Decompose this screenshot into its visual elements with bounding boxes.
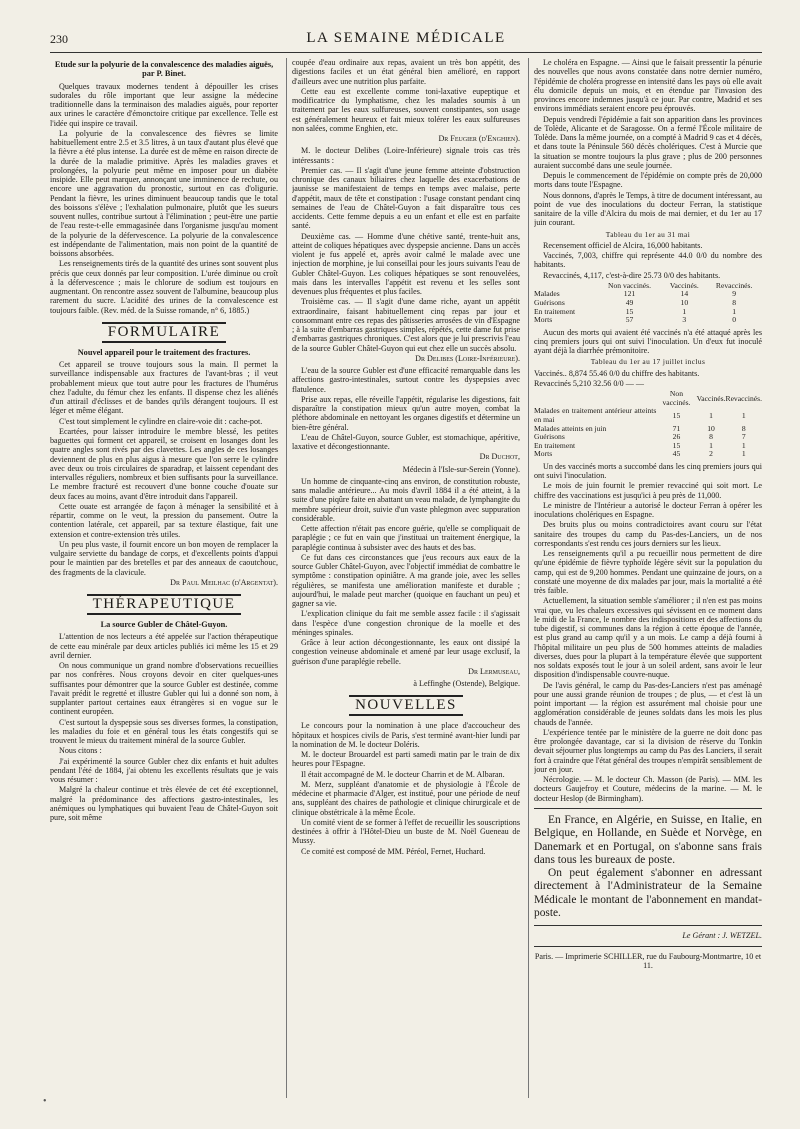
table-row — [534, 308, 762, 317]
author-signature: Dr Paul Meilhac (d'Argentat). — [170, 577, 278, 587]
paragraph: En France, en Algérie, en Suisse, en Italie, en Belgique, en Hollande, en Suède et Norvège, en Danemark et en Portugal, on s'abonne sans frais dans tous les bureaux de poste. — [534, 813, 762, 866]
table-row — [534, 407, 762, 424]
table-cell: En traitement — [534, 306, 576, 316]
paragraph: Cette ouate est arrangée de façon à ménager la sensibilité et à répartir, comme on le veut, la pression du pansement. Outre la contention latérale, cet appareil, par sa texture élastique, fait une extension et contre-extension très utiles. — [50, 501, 278, 539]
table-row — [534, 425, 762, 434]
section-heading-text: FORMULAIRE — [102, 322, 227, 343]
news-item: M. Merz, suppléant d'anatomie et de physiologie à l'École de médecine et pharmacie d'Alger, est institué, pour une période de neuf ans, suppléant des chaires de pathologie et clinique chirurgicale et de clinique obstétricale à la même École. — [292, 779, 520, 817]
table-row — [534, 290, 762, 299]
author-affiliation: à Leffinghe (Ostende), Belgique. — [413, 679, 520, 688]
table-cell: 3 — [682, 315, 687, 325]
paragraph: On peut également s'abonner en adressant directement à l'Administrateur de la Semaine Médicale le montant de l'abonnement en mandat-poste. — [534, 867, 762, 920]
paragraph: Un homme de cinquante-cinq ans environ, de constitution robuste, sans maladie antérieure... Au mois d'avril 1884 il a été atteint, à la suite d'une piqûre faite en abattant un veau malade, de lymphangite du membre supérieur droit, suivie d'un vaste phlegmon avec suppuration considérable. — [292, 476, 520, 523]
paragraph: Ce fut dans ces circonstances que j'eus recours aux eaux de la source Gubler Châtel-Guyon, avec l'objectif immédiat de combattre le symptôme : constipation opiniâtre. A ma grande joie, avec les selles régulières, se manifesta une amélioration manifeste et durable ; aujourd'hui, le malade peut marcher (quoique en fauchant un peu) et gagner sa vie. — [292, 552, 520, 608]
column-2 — [292, 58, 520, 1108]
author-signature: Dr Delibes (Loire-Inférieure). — [415, 353, 520, 363]
paragraph: Depuis vendredi l'épidémie a fait son apparition dans les provinces de Tolède, Alicante et de Saragosse. On a fermé l'École militaire de Tolède. Dans la même journée, on a compté à Madrid 9 cas et 4 décès, et dans toute la Péninsule 560 décès cholériques. C'est à Murcie que la situation se montre toujours la plus grave ; plus de 200 personnes auraient succombé dans une seule journée. — [534, 114, 762, 170]
paragraph: coupée d'eau ordinaire aux repas, avaient un très bon appétit, des digestions faciles et un état général bien amélioré, en rapport d'ailleurs avec une nutrition plus parfaite. — [292, 58, 520, 86]
paragraph: Revaccinés, 4,117, c'est-à-dire 25.73 0/0 des habitants. — [543, 270, 721, 280]
paragraph: L'attention de nos lecteurs a été appelée sur l'action thérapeutique de cette eau minérale par deux articles publiés ici même les 15 et 29 avril dernier. — [50, 632, 278, 660]
article-title: Etude sur la polyurie de la convalescence des maladies aiguës, par P. Binet. — [54, 60, 274, 79]
table-cell: 26 — [672, 432, 681, 442]
header-rule — [50, 52, 762, 53]
table-cell: 15 — [672, 410, 681, 420]
news-item: Nécrologie. — M. le docteur Ch. Masson (de Paris). — MM. les docteurs Gaujefroy et Couture, médecins de la marine. — M. le docteur Heslop (de Birmingham). — [534, 775, 762, 803]
table-header: Vaccinés. — [669, 280, 699, 290]
paragraph: L'eau de Châtel-Guyon, source Gubler, est stomachique, apéritive, laxative et décongestionnante. — [292, 432, 520, 451]
table-cell: 9 — [732, 289, 737, 299]
paragraph: Aucun des morts qui avaient été vaccinés n'a été attaqué après les cinq premiers jours qui ont suivi l'inoculation. Un d'eux fut inoculé ayant déjà la diarrhée prémonitoire. — [534, 327, 762, 356]
table-cell: Malades en traitement antérieur atteints en mai — [534, 406, 657, 424]
paragraph: Cette affection n'était pas encore guérie, qu'elle se compliquait de paraplégie ; ce fut en vain que j'instituai un traitement énergique, la paraplégie continua à subsister avec des hauts et des bas. — [292, 524, 520, 552]
paragraph: Les renseignements qu'il a pu recueillir nous permettent de dire qu'une épidémie de fièvre typhoïde légère sévit sur la population du camp, qui est de 9,200 hommes. Pendant une quinzaine de jours, on a constaté une moyenne de dix malades par jour, mais la mortalité a été très faible. — [534, 549, 762, 596]
news-item: Le ministre de l'Intérieur a autorisé le docteur Ferran à opérer les inoculations cholériques en Espagne. — [534, 500, 762, 520]
section-heading — [50, 322, 278, 343]
table-cell: 1 — [709, 440, 713, 450]
author-signature: Dr Lermuseau, — [468, 666, 520, 676]
table-cell: Guérisons — [534, 297, 565, 307]
paragraph: Cet appareil se trouve toujours sous la main. Il permet la surveillance indispensable aux fractures de l'avant-bras ; il veut probablement mieux que tout autre pour les fractures de l'humérus chez l'adulte, du fémur chez les enfants. Il dispense chez les aliénés d'un attirail d'éclisses et de bandes qu'ils dérangent toujours. Il est léger et même élégant. — [50, 360, 278, 416]
table-row — [534, 316, 762, 325]
table-cell: 15 — [625, 306, 634, 316]
column-divider — [286, 58, 287, 1098]
paragraph: Actuellement, la situation semble s'améliorer ; il n'en est pas moins vrai que, vu les chaleurs excessives qui sévissent en ce moment dans le midi de la France, le nombre des indispositions et des affections du tube digestif, si communes dans la région à cette époque de l'année, est plus grand au camp qu'il y a un mois. Le camp a déjà fourni à l'hôpital militaire un peu plus de 500 hommes atteints de maladies diverses, dues pour la plupart à la température élevée que supportent nos soldats exposés tout le jour à un soleil ardent, sans avoir le leur disposition d'indispensable couvre-nuque. — [534, 596, 762, 680]
table-cell: Malades — [534, 289, 560, 299]
paragraph: L'explication clinique du fait me semble assez facile : il s'agissait dans l'espèce d'une congestion chronique de la moelle et des méninges spinales. — [292, 609, 520, 637]
paragraph: Troisième cas. — Il s'agit d'une dame riche, ayant un appétit extraordinaire, faisant habituellement cinq repas par jour et consommant entre ces repas des pâtisseries arrosées de vin d'Espagne ; à la suite d'embarras gastriques simples, répétés, cette dame fut prise d'embarras gastriques chroniques. C'est alors que je lui prescrivis l'eau de la source Gubler Châtel-Guyon qui eut chez elle un succès absolu. — [292, 297, 520, 353]
table-cell: Morts — [534, 315, 553, 325]
section-heading — [292, 695, 520, 716]
paragraph: On nous communique un grand nombre d'observations recueillies par nos confrères. Nous croyons devoir en citer quelques-unes suffisantes pour démontrer que la source Gubler est destinée, comme l'avait prédit le regretté et illustre Gubler qui lui a donné son nom, à supplanter partout certaines eaux étrangères si en vogue sur le continent européen. — [50, 661, 278, 717]
section-heading-text: NOUVELLES — [349, 695, 463, 716]
table-cell: 8 — [741, 423, 746, 433]
paragraph: De l'avis général, le camp du Pas-des-Lanciers n'est pas aménagé pour une aussi grande réunion de troupes ; de plus, — et c'est là un point important — la région est assurément mal choisie pour une agglomération considérable de jeunes soldats dans les mois les plus chauds de l'année. — [534, 680, 762, 727]
table-cell: Morts — [534, 449, 553, 459]
table-cell: 57 — [625, 315, 634, 325]
section-heading — [50, 594, 278, 615]
table-header: Revaccinés. — [725, 393, 762, 403]
table-cell: En traitement — [534, 440, 576, 450]
separator-rule — [534, 946, 762, 947]
ink-spot: • — [43, 1096, 47, 1107]
subscription-notice — [534, 814, 762, 920]
article-title: La source Gubler de Châtel-Guyon. — [100, 620, 228, 630]
news-item: Ce comité est composé de MM. Péréol, Fernet, Huchard. — [301, 846, 486, 856]
paragraph: Les renseignements tirés de la quantité des urines sont souvent plus précis que ceux donnés par leur composition. L'urée diminue ou croît à la défervescence ; mais le chlorure de sodium est toujours en augmentant. On rencontre assez souvent de l'albumine, beaucoup plus rarement du sucre. L'acidité des urines de la convalescence est toujours faible. (Rev. méd. de la Suisse romande, n° 6, 1885.) — [50, 259, 278, 315]
paragraph: Grâce à leur action décongestionnante, les eaux ont dissipé la congestion veineuse abdominale et amené par leur usage exclusif, la guérison d'une paraplégie rebelle. — [292, 638, 520, 666]
author-signature: Dr Feugier (d'Enghien). — [438, 134, 520, 143]
table-cell: 71 — [672, 423, 681, 433]
table-header-row — [534, 282, 762, 291]
table-cell: 1 — [741, 449, 746, 459]
article-title: Nouvel appareil pour le traitement des fractures. — [77, 347, 251, 357]
table-header: Non vaccinés. — [662, 389, 691, 407]
column-divider — [528, 58, 529, 1098]
table-cell: 121 — [623, 289, 636, 299]
table-cell: 1 — [741, 410, 746, 420]
table-cell: 10 — [707, 423, 715, 433]
paragraph: Un peu plus vaste, il fournit encore un bon moyen de remplacer la vulgaire serviette du bandage de corps, et d'excellents points d'appui pour le maintien par des bretelles et par des anneaux de caoutchouc, des fragments de la clavicule. — [50, 539, 278, 577]
table-cell: 45 — [672, 449, 681, 459]
table-cell: 0 — [732, 315, 737, 325]
author-signature: Dr Duchot, — [479, 452, 520, 462]
paragraph: Ecartées, pour laisser introduire le membre blessé, les petites baguettes qui forment cet appareil, se croisent en losanges dont les quatre angles sont rivés par des clavettes. Les angles de ces losanges deviennent de plus en plus aigus à mesure que l'on serre le cylindre avec deux ou trois circulaires de sparadrap, et laissent cependant des intervalles réguliers, nombreux et bien suffisants pour la surveillance. Le membre fracturé est recouvert d'une bonne couche d'ouate sur deux faces au moins, avant d'être introduit dans l'appareil. — [50, 426, 278, 501]
paragraph: Nous donnons, d'après le Temps, à titre de document intéressant, au point de vue des inoculations du docteur Ferran, la statistique sanitaire de la ville d'Alcira du mois de mai dernier, et du 1er au 17 juin courant. — [534, 190, 762, 228]
table-cell: 10 — [680, 297, 689, 307]
author-affiliation: Médecin à l'Isle-sur-Serein (Yonne). — [402, 464, 520, 474]
table-row — [534, 450, 762, 459]
paragraph: Depuis le commencement de l'épidémie on compte près de 20,000 morts dans toute l'Espagne. — [534, 171, 762, 190]
table-cell: Guérisons — [534, 432, 565, 442]
table-cell: Malades atteints en juin — [534, 423, 607, 433]
column-1 — [50, 58, 278, 1108]
news-item: Le concours pour la nomination à une place d'accoucheur des hôpitaux et hospices civils de Paris, s'est terminé avant-hier lundi par la nomination de M. le docteur Doléris. — [292, 721, 520, 749]
paragraph: Nous citons : — [59, 746, 102, 756]
paragraph: Deuxième cas. — Homme d'une chétive santé, trente-huit ans, atteint de coliques hépatiques avec dyspepsie ancienne. Dans un accès violent je fus appelé et, après avoir calmé le malade avec une injection de morphine, je lui conseillai pour les jours suivants l'eau de Gubler Châtel-Guyon. Les coliques hépatiques se sont renouvelées, mais dans les intervalles l'appétit est revenu et les selles sont devenues plus fréquentes et plus faciles. — [292, 231, 520, 296]
news-item: Des bruits plus ou moins contradictoires avant couru sur l'état sanitaire des troupes du camp du Pas-des-Lanciers, un de nos correspondants s'est rendu ces jours derniers sur les lieux. — [534, 520, 762, 548]
paragraph: Cette eau est excellente comme toni-laxative eupeptique et modificatrice du lymphatisme, chez les malades soumis à un traitement par les eaux sulfureuses, souvent constipantes, son usage est généralement heureux et fait mieux tolérer les eaux sulfureuses non salées, comme Enghien, etc. — [292, 86, 520, 133]
paragraph: Un des vaccinés morts a succombé dans les cinq premiers jours qui ont suivi l'inoculation. — [534, 461, 762, 481]
paragraph: Le mois de juin fournit le premier revacciné qui soit mort. Le chiffre des vaccinations est jusqu'ici à peu près de 11,000. — [534, 481, 762, 500]
table-cell: 8 — [709, 432, 713, 442]
table-caption: Tableau du 1er au 31 mai — [605, 229, 691, 239]
paragraph: M. le docteur Delibes (Loire-Inférieure) signale trois cas très intéressants : — [292, 146, 520, 165]
paragraph: La polyurie de la convalescence des fièvres se limite habituellement entre 2.5 et 3.5 litres, à un taux d'autant plus élevé que la fièvre a été plus intense. La durée est de même en raison directe de la durée de la maladie primitive. Après les maladies graves et prolongées, la polyurie peut même en imposer pour un diabète insipide. Elle peut marquer, annonçant une imminence de rechute, ou encore une aggravation du pronostic, surtout en cas d'oligurie. Pendant la fièvre, les urines diminuent beaucoup tandis que le total des boissons s'élève ; l'exhalation pulmonaire, plutôt que les sueurs souvent nulles, contribue surtout à l'élimination ; peut-être une partie de l'eau reste-t-elle emmagasinée dans l'organisme jusqu'au moment de la polyurie de la défervescence. La polyurie de la convalescence est indépendante de l'alimentation, mais non point de la quantité de boissons absorbées. — [50, 128, 278, 259]
paragraph: J'ai expérimenté la source Gubler chez dix enfants et huit adultes pendant l'été de 1884, j'ai obtenu les excellents résultats que je vais vous résumer : — [50, 756, 278, 785]
table-cell: 7 — [741, 432, 746, 442]
table-cell: 1 — [709, 410, 713, 420]
paragraph: Premier cas. — Il s'agit d'une jeune femme atteinte d'obstruction chronique des canaux biliaires chez laquelle des exacerbations de jaunisse se manifestaient de temps en temps avec malaise, perte d'appétit, maux de tête et constipation : l'usage constant pendant cinq semaines de l'eau de Châtel-Guyon a fait disparaître tous ces accidents. Cette femme depuis a eu un enfant et elle est en parfaite santé. — [292, 165, 520, 231]
table-header: Non vaccinés. — [607, 280, 651, 290]
table-row — [534, 442, 762, 451]
paragraph: L'eau de la source Gubler est d'une efficacité remarquable dans les affections gastro-intestinales, surtout contre les dyspepsies avec flatulence. — [292, 366, 520, 394]
table-header — [534, 390, 656, 407]
news-item: Le choléra en Espagne. — Ainsi que le faisait pressentir la pénurie des nouvelles que nous avons constatée dans notre dernier numéro, l'épidémie de choléra progresse en intensité dans les pays où elle avait élu domicile depuis un mois, et en étendue par l'invasion des provinces encore indemnes jusqu'à ce jour. Par contre, Madrid et ses environs immédiats seraient encore peu éprouvés. — [534, 58, 762, 114]
journal-title: LA SEMAINE MÉDICALE — [306, 30, 506, 46]
page-number: 230 — [50, 32, 68, 46]
statistics-table — [534, 390, 762, 459]
news-item: Un comité vient de se former à l'effet de recueillir les souscriptions destinées à offrir à l'Hôtel-Dieu un buste de M. Noël Gueneau de Mussy. — [292, 817, 520, 846]
printer-imprint: Paris. — Imprimerie SCHILLER, rue du Faubourg-Montmartre, 10 et 11. — [534, 951, 762, 970]
paragraph: Recensement officiel de Alcira, 16,000 habitants. — [543, 240, 703, 250]
paragraph: C'est tout simplement le cylindre en claire-voie dit : cache-pot. — [59, 416, 263, 426]
table-header: Vaccinés. — [696, 393, 726, 403]
statistics-table — [534, 282, 762, 325]
table-cell: 1 — [741, 440, 746, 450]
table-cell: 14 — [680, 289, 689, 299]
gerant-signature: Le Gérant : J. WETZEL. — [682, 931, 762, 941]
table-cell: 1 — [732, 306, 737, 316]
paragraph: C'est surtout la dyspepsie sous ses diverses formes, la constipation, les maladies du foie et en général tous les états congestifs qui se trouvent le mieux du traitement minéral de la source Gubler. — [50, 717, 278, 746]
section-heading-text: THÉRAPEUTIQUE — [87, 594, 242, 615]
table-cell: 8 — [732, 297, 737, 307]
column-3 — [534, 58, 762, 1108]
paragraph: Prise aux repas, elle réveille l'appétit, régularise les digestions, fait disparaître la constipation mieux qu'un autre moyen, combat la pléthore abdominale en nettoyant les organes digestifs et détermine un bien-être général. — [292, 394, 520, 432]
separator-rule — [534, 808, 762, 809]
paragraph: L'expérience tentée par le ministère de la guerre ne doit donc pas être prolongée davantage, car si la division de réserve du Tonkin devait séjourner plus longtemps au camp du Pas des Lanciers, il serait fort à craindre que l'état général des troupes n'empirât sensiblement de jour en jour. — [534, 727, 762, 774]
table-header: Revaccinés. — [715, 280, 753, 290]
paragraph: Vaccinés, 7,003, chiffre qui représente 44.0 0/0 du nombre des habitants. — [534, 251, 762, 270]
news-item: Il était accompagné de M. le docteur Charrin et de M. Albaran. — [301, 769, 505, 779]
paragraph: Quelques travaux modernes tendent à dépouiller les crises sudorales du rôle important que leur assigne la médecine traditionnelle dans la terminaison des maladies aiguës, pour reporter aux urines le caractère d'émonctoire critique par excellence. Telle est l'idée qui inspire ce travail. — [50, 81, 278, 128]
paragraph: Vaccinés.. 8,874 55.46 0/0 du chiffre des habitants. — [534, 368, 700, 378]
table-cell: 15 — [672, 440, 681, 450]
table-cell: 2 — [709, 449, 713, 459]
table-cell: 49 — [625, 297, 634, 307]
separator-rule — [534, 925, 762, 926]
news-item: M. le docteur Brouardel est parti samedi matin par le train de dix heures pour l'Espagne. — [292, 750, 520, 769]
page-header — [50, 30, 762, 50]
table-cell: 1 — [682, 306, 687, 316]
table-caption: Tableau du 1er au 17 juillet inclus — [590, 357, 706, 367]
table-header-row — [534, 390, 762, 407]
paragraph: Revaccinés 5,210 32.56 0/0 — — — [534, 378, 644, 388]
paragraph: Malgré la chaleur continue et très élevée de cet été exceptionnel, malgré la prédominance des affections gastro-intestinales, les anémiques ou lymphatiques qui buvaient l'eau de Châtel-Guyon soit pure, soit même — [50, 785, 278, 823]
